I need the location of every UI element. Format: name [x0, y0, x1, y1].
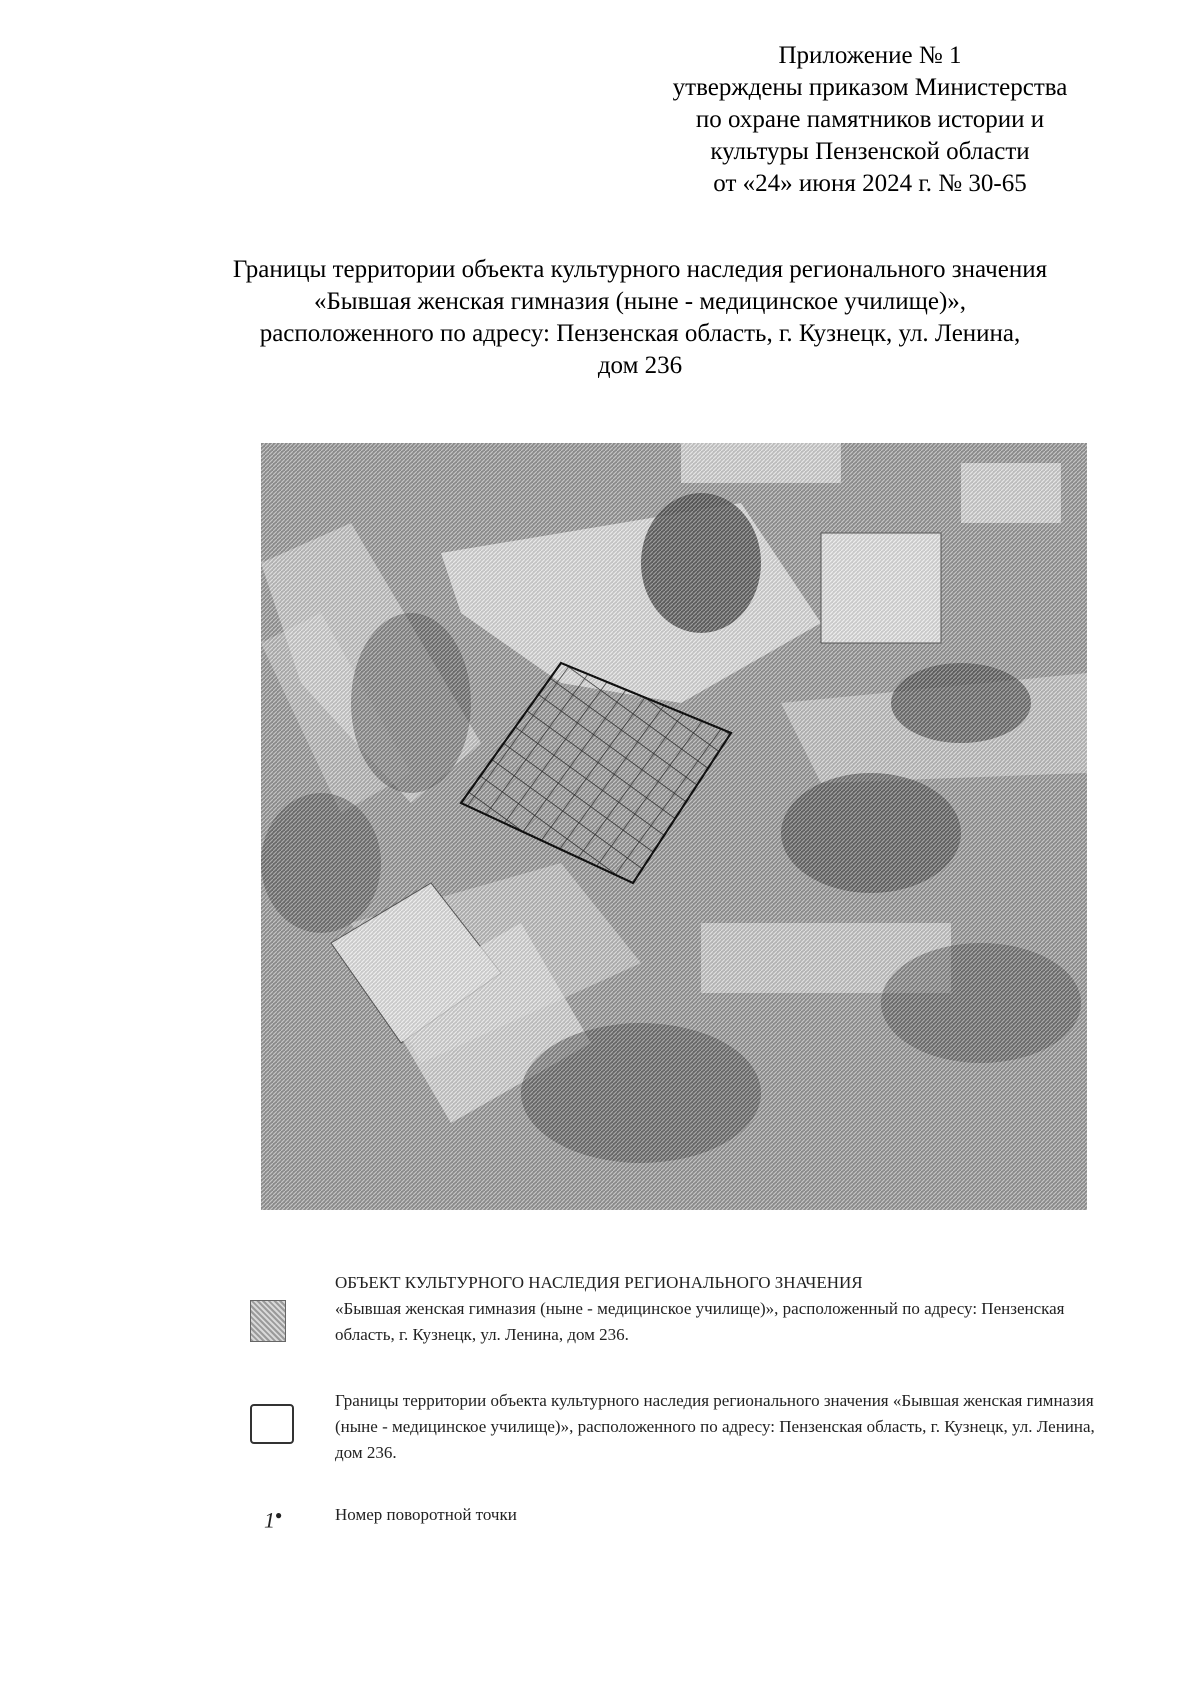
legend-text-turning-point: Номер поворотной точки	[335, 1505, 517, 1524]
appendix-line-5: от «24» июня 2024 г. № 30-65	[713, 170, 1027, 197]
title-line-3: расположенного по адресу: Пензенская область, г. Кузнецк, ул. Ленина,	[259, 320, 1021, 347]
boundary-outline-icon	[250, 1404, 294, 1444]
title-line-2: «Бывшая женская гимназия (ныне - медицинское училище)»,	[313, 288, 967, 315]
appendix-line-3: по охране памятников истории и	[695, 106, 1045, 133]
legend-heading: ОБЪЕКТ КУЛЬТУРНОГО НАСЛЕДИЯ РЕГИОНАЛЬНОГО ЗНАЧЕНИЯ	[335, 1273, 863, 1292]
title-line-4: дом 236	[597, 352, 683, 379]
legend-item-boundary	[250, 1388, 1110, 1468]
appendix-line-1: Приложение № 1	[778, 42, 962, 69]
appendix-line-2: утверждены приказом Министерства	[672, 74, 1068, 101]
appendix-header	[640, 40, 1100, 200]
aerial-map	[261, 443, 1087, 1210]
legend-description: «Бывшая женская гимназия (ныне - медицинское училище)», расположенный по адресу: Пензенская область, г. Кузнецк, ул. Ленина, дом 236.	[335, 1299, 1065, 1344]
appendix-line-4: культуры Пензенской области	[710, 138, 1030, 165]
turning-point-icon: 1●	[264, 1507, 283, 1533]
document-title	[150, 254, 1130, 382]
title-line-1: Границы территории объекта культурного наследия регионального значения	[232, 256, 1048, 283]
legend-text-heritage-object	[335, 1270, 1095, 1348]
hatched-square-icon	[250, 1300, 286, 1342]
aerial-map-image	[261, 443, 1087, 1210]
legend-item-heritage-object	[250, 1270, 1110, 1350]
turning-point-number: 1	[264, 1507, 275, 1533]
legend-item-turning-point	[250, 1502, 1110, 1532]
legend-text-boundary: Границы территории объекта культурного наследия регионального значения «Бывшая женская гимназия (ныне - медицинское училище)», расположенного по адресу: Пензенская область, г. Кузнецк, ул. Ленина, дом 236.	[335, 1391, 1095, 1462]
